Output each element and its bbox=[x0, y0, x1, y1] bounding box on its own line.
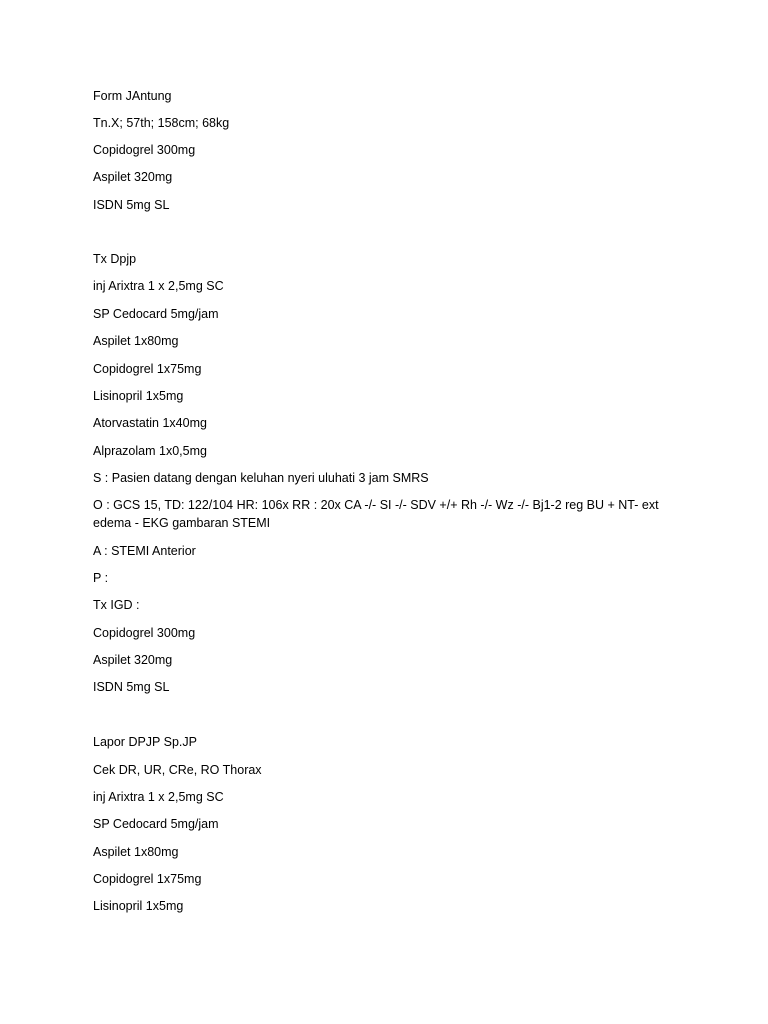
text-line: Copidogrel 1x75mg bbox=[93, 362, 202, 376]
text-line: Lisinopril 1x5mg bbox=[93, 899, 184, 913]
text-line: inj Arixtra 1 x 2,5mg SC bbox=[93, 279, 224, 293]
subjective-line: S : Pasien datang dengan keluhan nyeri uluhati 3 jam SMRS bbox=[93, 471, 429, 485]
text-line: Atorvastatin 1x40mg bbox=[93, 416, 207, 430]
section-heading: Tx Dpjp bbox=[93, 252, 137, 266]
text-line: Copidogrel 300mg bbox=[93, 143, 196, 157]
assessment-line: A : STEMI Anterior bbox=[93, 544, 196, 558]
text-line: Aspilet 320mg bbox=[93, 653, 173, 667]
text-line: Aspilet 1x80mg bbox=[93, 334, 179, 348]
section-heading: Lapor DPJP Sp.JP bbox=[93, 735, 197, 749]
text-line: Aspilet 320mg bbox=[93, 170, 173, 184]
plan-line: P : bbox=[93, 571, 109, 585]
text-line: Lisinopril 1x5mg bbox=[93, 389, 184, 403]
text-line: Alprazolam 1x0,5mg bbox=[93, 444, 207, 458]
text-line: Aspilet 1x80mg bbox=[93, 845, 179, 859]
text-line: Cek DR, UR, CRe, RO Thorax bbox=[93, 763, 262, 777]
text-line: ISDN 5mg SL bbox=[93, 680, 170, 694]
section-heading: Tx IGD : bbox=[93, 598, 140, 612]
text-line: Copidogrel 1x75mg bbox=[93, 872, 202, 886]
text-line: SP Cedocard 5mg/jam bbox=[93, 307, 219, 321]
text-line: Copidogrel 300mg bbox=[93, 626, 196, 640]
doc-title: Form JAntung bbox=[93, 89, 172, 103]
text-line: SP Cedocard 5mg/jam bbox=[93, 817, 219, 831]
text-line: ISDN 5mg SL bbox=[93, 198, 170, 212]
patient-info: Tn.X; 57th; 158cm; 68kg bbox=[93, 116, 230, 130]
objective-paragraph: O : GCS 15, TD: 122/104 HR: 106x RR : 20x CA -/- SI -/- SDV +/+ Rh -/- Wz -/- Bj1-2 reg BU + NT- ext edema - EKG gambaran STEMI bbox=[93, 498, 659, 530]
text-line: inj Arixtra 1 x 2,5mg SC bbox=[93, 790, 224, 804]
